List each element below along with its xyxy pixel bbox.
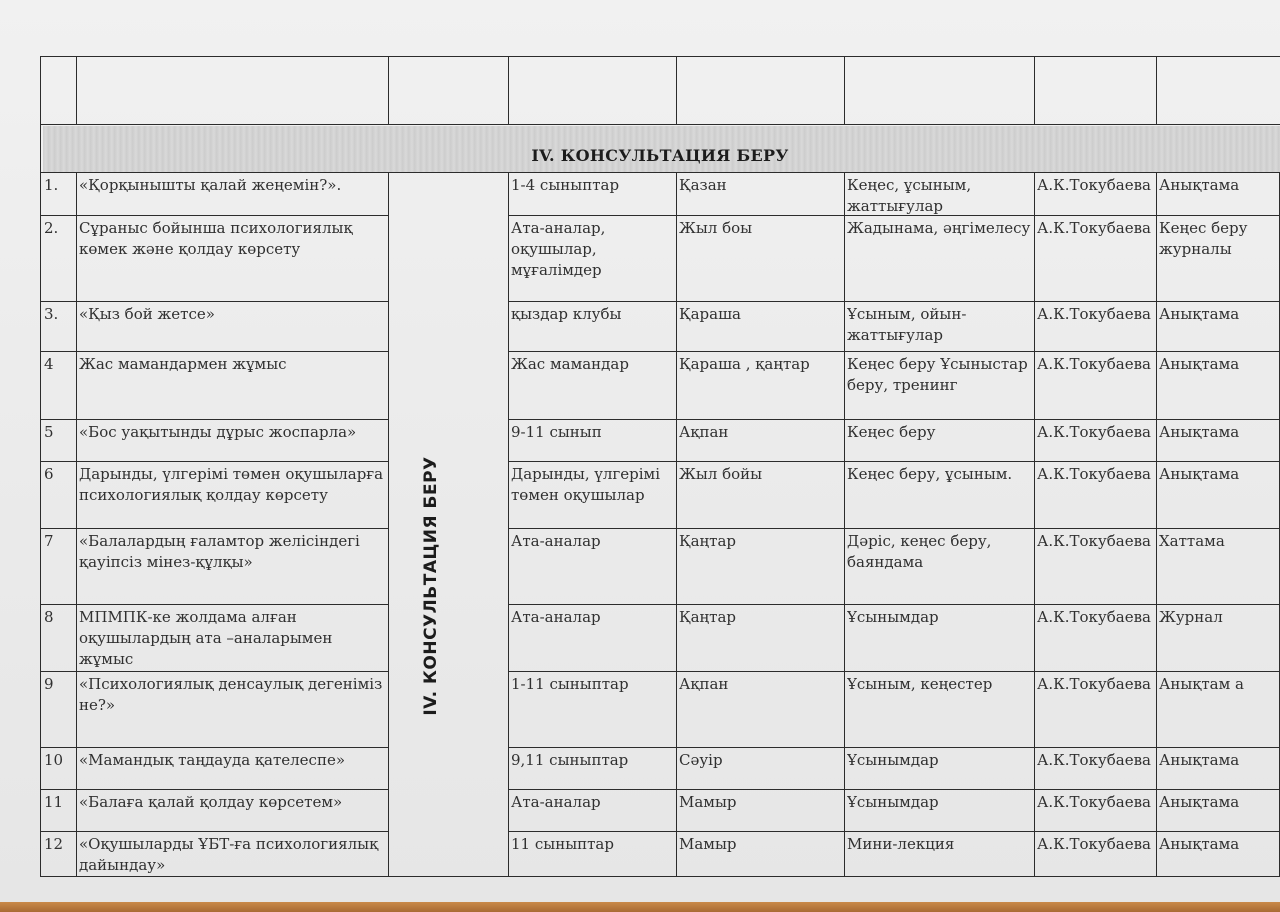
result-cell: Хаттама — [1159, 532, 1225, 550]
topic-cell: Сұраныс бойынша психологиялық көмек және қолдау көрсету — [79, 219, 353, 258]
row-number: 2. — [44, 219, 59, 237]
time-cell: Қараша — [679, 305, 741, 323]
time-cell: Ақпан — [679, 423, 729, 441]
result-cell: Журнал — [1159, 608, 1223, 626]
time-cell: Қаңтар — [679, 532, 737, 550]
row-number: 6 — [44, 465, 54, 483]
responsible-cell: А.К.Токубаева — [1037, 835, 1151, 853]
form-cell: Кеңес беру, ұсыным. — [847, 465, 1013, 483]
result-cell: Анықтама — [1159, 751, 1240, 769]
result-cell: Анықтама — [1159, 305, 1240, 323]
grid-line — [40, 215, 388, 216]
table-surface — [0, 902, 1280, 912]
responsible-cell: А.К.Токубаева — [1037, 465, 1151, 483]
result-cell: Анықтама — [1159, 176, 1240, 194]
grid-line — [676, 56, 677, 124]
grid-line — [40, 604, 388, 605]
topic-cell: Жас мамандармен жұмыс — [79, 355, 287, 373]
time-cell: Қазан — [679, 176, 727, 194]
audience-cell: 1-11 сыныптар — [511, 675, 629, 693]
grid-line — [508, 172, 509, 876]
grid-line — [40, 301, 388, 302]
topic-cell: МПМПК-ке жолдама алған оқушылардың ата –аналарымен жұмыс — [79, 608, 333, 668]
grid-line — [508, 419, 1280, 420]
audience-cell: 11 сыныптар — [511, 835, 614, 853]
grid-line — [1034, 172, 1035, 876]
time-cell: Қаңтар — [679, 608, 737, 626]
grid-line — [40, 124, 41, 876]
responsible-cell: А.К.Токубаева — [1037, 219, 1151, 237]
topic-cell: «Қорқынышты қалай жеңемін?». — [79, 176, 342, 194]
responsible-cell: А.К.Токубаева — [1037, 423, 1151, 441]
grid-line — [1156, 172, 1157, 876]
grid-line — [508, 215, 1280, 216]
form-cell: Ұсынымдар — [847, 608, 939, 626]
grid-line — [40, 351, 388, 352]
form-cell: Ұсынымдар — [847, 793, 939, 811]
row-number: 5 — [44, 423, 54, 441]
responsible-cell: А.К.Токубаева — [1037, 176, 1151, 194]
grid-line — [388, 56, 389, 124]
grid-line — [40, 419, 388, 420]
audience-cell: Ата-аналар, оқушылар, мұғалімдер — [511, 219, 606, 279]
grid-line — [1156, 56, 1157, 124]
grid-line — [1034, 56, 1035, 124]
form-cell: Дәріс, кеңес беру, баяндама — [847, 532, 992, 571]
audience-cell: 9-11 сынып — [511, 423, 602, 441]
responsible-cell: А.К.Токубаева — [1037, 751, 1151, 769]
audience-cell: Жас мамандар — [511, 355, 629, 373]
grid-line — [508, 789, 1280, 790]
grid-line — [40, 56, 41, 124]
responsible-cell: А.К.Токубаева — [1037, 608, 1151, 626]
audience-cell: қыздар клубы — [511, 305, 622, 323]
grid-line — [40, 671, 388, 672]
responsible-cell: А.К.Токубаева — [1037, 305, 1151, 323]
form-cell: Ұсыным, ойын-жаттығулар — [847, 305, 967, 344]
vertical-section-title: IV. КОНСУЛЬТАЦИЯ БЕРУ — [421, 456, 441, 716]
grid-line — [508, 351, 1280, 352]
grid-line — [40, 56, 1280, 57]
grid-line — [40, 747, 388, 748]
grid-line — [40, 172, 1280, 173]
result-cell: Анықтама — [1159, 423, 1240, 441]
form-cell: Кеңес беру Ұсыныстар беру, тренинг — [847, 355, 1028, 394]
grid-line — [508, 604, 1280, 605]
grid-line — [76, 172, 77, 876]
audience-cell: Ата-аналар — [511, 793, 601, 811]
result-cell: Анықтама — [1159, 793, 1240, 811]
topic-cell: «Бос уақытынды дұрыс жоспарла» — [79, 423, 357, 441]
row-number: 9 — [44, 675, 54, 693]
result-cell: Анықтама — [1159, 355, 1240, 373]
time-cell: Жыл бойы — [679, 465, 763, 483]
row-number: 12 — [44, 835, 64, 853]
form-cell: Жадынама, әңгімелесу — [847, 219, 1031, 237]
grid-line — [40, 876, 1280, 877]
grid-line — [844, 56, 845, 124]
section-title: IV. КОНСУЛЬТАЦИЯ БЕРУ — [531, 146, 789, 165]
grid-line — [40, 789, 388, 790]
form-cell: Кеңес беру — [847, 423, 936, 441]
grid-line — [40, 461, 388, 462]
topic-cell: «Балаға қалай қолдау көрсетем» — [79, 793, 343, 811]
result-cell: Кеңес беру журналы — [1159, 219, 1248, 258]
time-cell: Мамыр — [679, 793, 737, 811]
audience-cell: Ата-аналар — [511, 608, 601, 626]
time-cell: Қараша , қаңтар — [679, 355, 810, 373]
consultation-table — [40, 56, 1280, 876]
result-cell: Анықтам а — [1159, 675, 1245, 693]
audience-cell: Ата-аналар — [511, 532, 601, 550]
grid-line — [844, 172, 845, 876]
audience-cell: Дарынды, үлгерімі төмен оқушылар — [511, 465, 660, 504]
grid-line — [508, 528, 1280, 529]
form-cell: Мини-лекция — [847, 835, 955, 853]
topic-cell: «Психологиялық денсаулық дегеніміз не?» — [79, 675, 383, 714]
topic-cell: «Мамандық таңдауда қателеспе» — [79, 751, 345, 769]
responsible-cell: А.К.Токубаева — [1037, 355, 1151, 373]
grid-line — [676, 172, 677, 876]
result-cell: Анықтама — [1159, 835, 1240, 853]
row-number: 10 — [44, 751, 64, 769]
time-cell: Ақпан — [679, 675, 729, 693]
topic-cell: «Балалардың ғаламтор желісіндегі қауіпсіз мінез-құлқы» — [79, 532, 360, 571]
time-cell: Мамыр — [679, 835, 737, 853]
audience-cell: 9,11 сыныптар — [511, 751, 629, 769]
grid-line — [40, 831, 388, 832]
form-cell: Кеңес, ұсыным, жаттығулар — [847, 176, 972, 214]
audience-cell: 1-4 сыныптар — [511, 176, 620, 194]
topic-cell: Дарынды, үлгерімі төмен оқушыларға психологиялық қолдау көрсету — [79, 465, 384, 504]
grid-line — [508, 56, 509, 124]
time-cell: Жыл боы — [679, 219, 753, 237]
row-number: 4 — [44, 355, 54, 373]
grid-line — [76, 56, 77, 124]
grid-line — [508, 831, 1280, 832]
grid-line — [508, 301, 1280, 302]
responsible-cell: А.К.Токубаева — [1037, 675, 1151, 693]
grid-line — [508, 461, 1280, 462]
grid-line — [40, 124, 1280, 125]
row-number: 1. — [44, 176, 59, 194]
responsible-cell: А.К.Токубаева — [1037, 532, 1151, 550]
form-cell: Ұсынымдар — [847, 751, 939, 769]
row-number: 3. — [44, 305, 59, 323]
time-cell: Сәуір — [679, 751, 723, 769]
row-number: 8 — [44, 608, 54, 626]
grid-line — [40, 528, 388, 529]
grid-line — [508, 747, 1280, 748]
row-number: 11 — [44, 793, 64, 811]
topic-cell: «Оқушыларды ҰБТ-ға психологиялық дайындау» — [79, 835, 379, 874]
grid-line — [388, 172, 389, 876]
row-number: 7 — [44, 532, 54, 550]
responsible-cell: А.К.Токубаева — [1037, 793, 1151, 811]
result-cell: Анықтама — [1159, 465, 1240, 483]
form-cell: Ұсыным, кеңестер — [847, 675, 993, 693]
grid-line — [508, 671, 1280, 672]
topic-cell: «Қыз бой жетсе» — [79, 305, 215, 323]
